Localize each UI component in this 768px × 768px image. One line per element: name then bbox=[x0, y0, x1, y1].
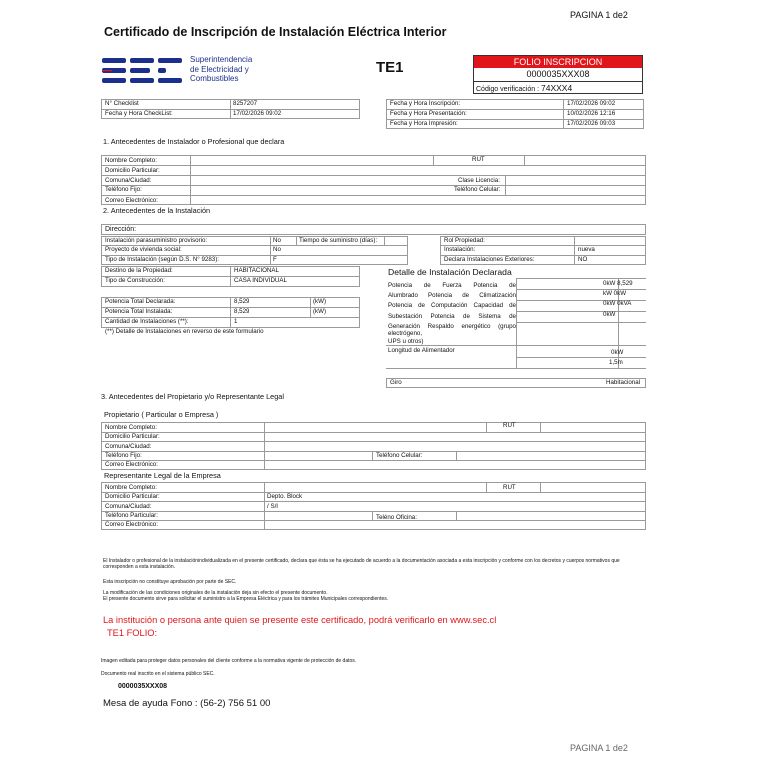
verification-code: Código verificación : 74XXX4 bbox=[476, 83, 573, 93]
rep-domicilio-label: Domicilio Particular: bbox=[105, 493, 160, 500]
cantidad-value: 1 bbox=[234, 318, 238, 325]
s1-domicilio-label: Domicilio Particular: bbox=[105, 167, 160, 174]
vivienda-label: Proyecto de vivienda social: bbox=[105, 246, 182, 253]
detalle-value-2: 0kW bbox=[611, 349, 624, 356]
legal-declaration: El Instalador o profesional de la instalaciónindividualizada en el presente certificado, declara que ésta se ha ejecutado de acuerdo a la documentación asociada a esta inscripción y conforme con los decretos y cuerpos normativos que corresponden a esta instalación. bbox=[103, 558, 620, 571]
checklist-date-value: 17/02/2026 09:02 bbox=[233, 110, 282, 117]
detalle-lines: Potencia de Fuerza Potencia de Alumbrado Potencia de Climatización Potencia de Computación Capacidad de Subestación Potencia de Sistema de Generación Respaldo energético (grupo bbox=[388, 282, 516, 330]
document-real-note: Documento real inscrito en el sistema público SEC. bbox=[101, 671, 215, 677]
construccion-value: CASA INDIVIDUAL bbox=[234, 277, 287, 284]
folio-number: 0000035XXX08 bbox=[474, 68, 642, 82]
folio-box bbox=[473, 55, 643, 94]
legal-modificacion: La modificación de las condiciones originales de la instalación deja sin efecto el presente documento. bbox=[103, 590, 328, 596]
legal-no-aprobacion: Esta inscripción no constituye aprobación por parte de SEC. bbox=[103, 579, 237, 585]
giro-label: Giro bbox=[390, 379, 402, 386]
pot-declarada-unit: (kW) bbox=[313, 298, 327, 305]
suministro-value: No bbox=[273, 237, 281, 244]
verify-notice: La institución o persona ante quien se presente este certificado, podrá verificarlo en www.sec.cl bbox=[103, 615, 497, 625]
section-2-title: 2. Antecedentes de la Instalación bbox=[103, 206, 211, 215]
rep-correo-label: Correo Electrónico: bbox=[105, 521, 158, 528]
construccion-label: Tipo de Construcción: bbox=[105, 277, 165, 284]
instalacion-value: nueva bbox=[578, 246, 595, 253]
fecha-presentacion-value: 10/02/2026 12:16 bbox=[567, 110, 616, 117]
s3-domicilio-label: Domicilio Particular: bbox=[105, 433, 160, 440]
checklist-number-value: 8257207 bbox=[233, 100, 258, 107]
pot-declarada-label: Potencia Total Declarada: bbox=[105, 298, 176, 305]
propietario-table bbox=[101, 422, 646, 470]
section-3-title: 3. Antecedentes del Propietario y/o Representante Legal bbox=[101, 392, 284, 401]
vivienda-value: No bbox=[273, 246, 281, 253]
instalacion-label: Instalación: bbox=[444, 246, 476, 253]
pot-declarada-value: 8,529 bbox=[234, 298, 250, 305]
propietario-title: Propietario ( Particular o Empresa ) bbox=[104, 410, 219, 419]
rep-comuna-value: / S/I bbox=[267, 503, 279, 510]
checklist-number-label: N° Checklist bbox=[105, 100, 139, 107]
rep-domicilio-value: Depto. Block bbox=[267, 493, 303, 500]
tiempo-label: Tiempo de suministro (días): bbox=[299, 237, 378, 244]
section-1-table bbox=[101, 155, 646, 205]
s3-rut-label: RUT bbox=[503, 422, 516, 429]
longitud-label: Longitud de Alimentador bbox=[388, 347, 455, 354]
s3-telefono-label: Teléfono Fijo: bbox=[105, 452, 142, 459]
s1-clase-label: Clase Licencia: bbox=[458, 177, 500, 184]
page-number-bottom: PAGINA 1 de2 bbox=[570, 743, 628, 753]
folio-header: FOLIO INSCRIPCION bbox=[474, 56, 642, 68]
help-phone: Mesa de ayuda Fono : (56-2) 756 51 00 bbox=[103, 698, 271, 709]
checklist-date-label: Fecha y Hora CheckList: bbox=[105, 110, 173, 117]
rep-oficina-label: Teléno Oficina: bbox=[376, 514, 417, 521]
fecha-impresion-value: 17/02/2026 09:03 bbox=[567, 120, 616, 127]
rep-comuna-label: Comuna/Ciudad: bbox=[105, 503, 152, 510]
detalle-value-3: 1,5m bbox=[609, 359, 623, 366]
fecha-presentacion-label: Fecha y Hora Presentación: bbox=[390, 110, 467, 117]
direccion-label: Dirección: bbox=[105, 226, 137, 233]
rol-label: Rol Propiedad: bbox=[444, 237, 485, 244]
sec-logo bbox=[102, 56, 184, 86]
tipo-value: F bbox=[273, 256, 277, 263]
s3-nombre-label: Nombre Completo: bbox=[105, 424, 157, 431]
s1-correo-label: Correo Electrónico: bbox=[105, 197, 158, 204]
s3-celular-label: Teléfono Celular: bbox=[376, 452, 423, 459]
suministro-label: Instalación parasuministro provisorio: bbox=[105, 237, 208, 244]
legal-suministro: El presente documento sirve para solicitar el suministro a la Empresa Eléctrica y para los trámites Municipales correspondientes. bbox=[103, 596, 389, 602]
detalle-values: 0kW 8,529 kW 0kW 0kW 0kVA 0kW bbox=[603, 280, 633, 318]
fecha-inscripcion-value: 17/02/2026 09:02 bbox=[567, 100, 616, 107]
detalle-title: Detalle de Instalación Declarada bbox=[388, 267, 512, 277]
giro-value: Habitacional bbox=[606, 379, 641, 386]
page-number-top: PAGINA 1 de2 bbox=[570, 10, 628, 20]
section-1-title: 1. Antecedentes de Instalador o Profesional que declara bbox=[103, 137, 285, 146]
rep-nombre-label: Nombre Completo: bbox=[105, 484, 157, 491]
direccion-row bbox=[101, 224, 646, 235]
pot-instalada-label: Potencia Total Instalada: bbox=[105, 308, 173, 315]
s1-rut-label: RUT bbox=[472, 156, 485, 163]
s1-nombre-label: Nombre Completo: bbox=[105, 157, 157, 164]
rep-rut-label: RUT bbox=[503, 484, 516, 491]
image-edit-note: Imagen editada para proteger datos personales del cliente conforme a la normativa vigente de protección de datos. bbox=[101, 658, 357, 664]
rep-telefono-label: Teléfono Particular: bbox=[105, 512, 158, 519]
pot-instalada-value: 8,529 bbox=[234, 308, 250, 315]
fecha-impresion-label: Fecha y Hora Impresión: bbox=[390, 120, 458, 127]
s1-telefono-label: Teléfono Fijo: bbox=[105, 186, 142, 193]
destino-label: Destino de la Propiedad: bbox=[105, 267, 173, 274]
doc-type: TE1 bbox=[376, 59, 404, 76]
detalle-extra: electrógeno, UPS u otros) bbox=[388, 330, 424, 345]
s1-comuna-label: Comuna/Ciudad: bbox=[105, 177, 152, 184]
te1-folio-label: TE1 FOLIO: bbox=[107, 628, 158, 638]
fecha-inscripcion-label: Fecha y Hora Inscripción: bbox=[390, 100, 461, 107]
footer-folio-number: 0000035XXX08 bbox=[118, 683, 168, 690]
document-title: Certificado de Inscripción de Instalación Eléctrica Interior bbox=[104, 25, 447, 39]
detalle-nota: (**) Detalle de Instalaciones en reverso de este formulario bbox=[105, 328, 264, 335]
exteriores-label: Declara Instalaciones Exteriores: bbox=[444, 256, 535, 263]
representante-title: Representante Legal de la Empresa bbox=[104, 471, 221, 480]
tipo-label: Tipo de Instalación (según D.S. N° 9283): bbox=[105, 256, 220, 263]
sec-logo-icon bbox=[102, 56, 184, 86]
sec-logo-text: Superintendencia de Electricidad y Combustibles bbox=[190, 55, 253, 83]
s1-celular-label: Teléfono Celular: bbox=[454, 186, 501, 193]
destino-value: HABITACIONAL bbox=[234, 267, 279, 274]
representante-table bbox=[101, 482, 646, 530]
s3-correo-label: Correo Electrónico: bbox=[105, 461, 158, 468]
pot-instalada-unit: (kW) bbox=[313, 308, 327, 315]
s3-comuna-label: Comuna/Ciudad: bbox=[105, 443, 152, 450]
cantidad-label: Cantidad de Instalaciones (**): bbox=[105, 318, 189, 325]
exteriores-value: NO bbox=[578, 256, 588, 263]
